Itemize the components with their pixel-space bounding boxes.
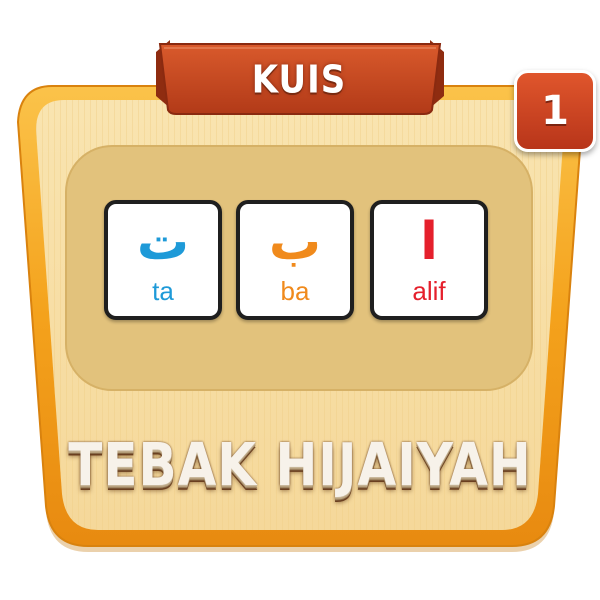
letter-name: ba: [280, 276, 310, 306]
letter-name: ta: [152, 276, 174, 306]
letter-name: alif: [412, 276, 446, 306]
letter-glyph: ا: [420, 212, 438, 272]
letter-card-ba[interactable]: [236, 200, 354, 320]
quiz-title: TEBAK HIJAIYAH: [68, 430, 532, 500]
letter-glyph: ب: [268, 212, 322, 272]
quiz-ribbon-title: KUIS: [251, 57, 347, 103]
letter-card-alif[interactable]: [370, 200, 488, 320]
letter-card-ta[interactable]: [104, 200, 222, 320]
level-number-badge: 1: [514, 70, 596, 152]
letter-glyph: ت: [136, 212, 190, 272]
